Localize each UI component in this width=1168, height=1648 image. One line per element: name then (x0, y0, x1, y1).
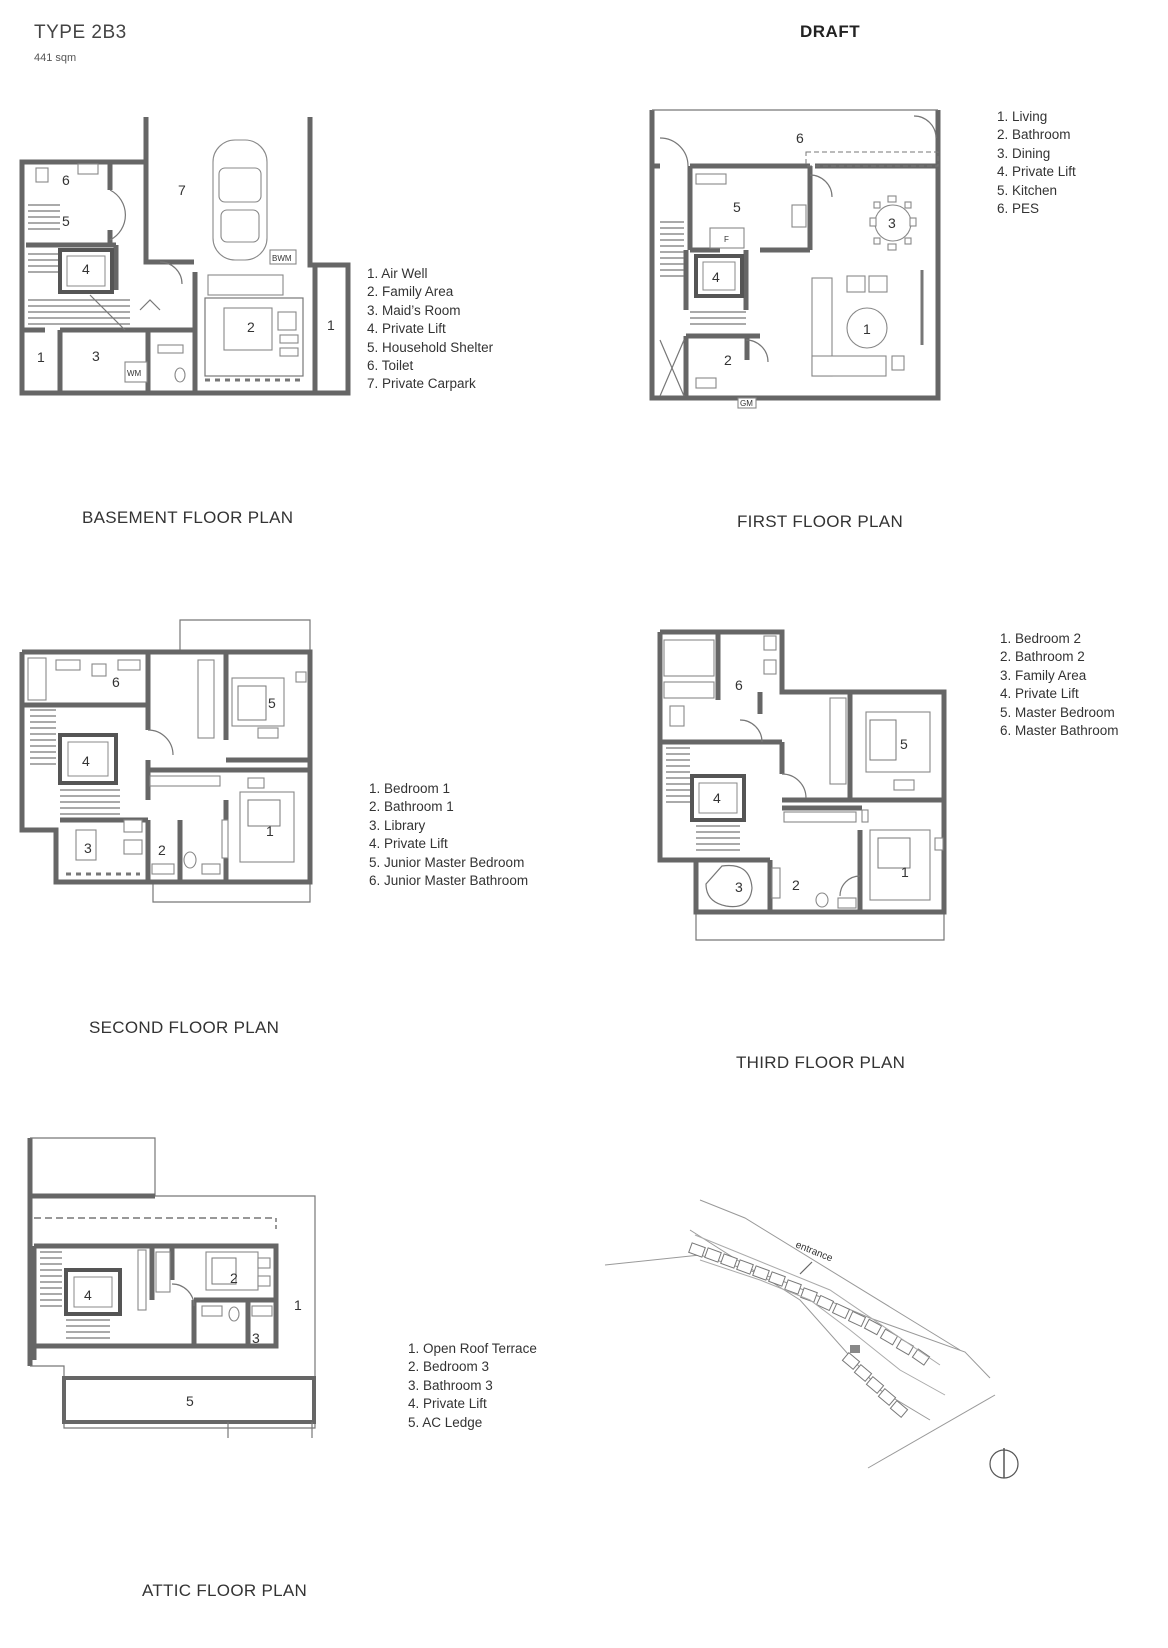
legend-item: 5. Junior Master Bedroom (369, 854, 525, 870)
room-number: 7 (178, 182, 186, 198)
room-number: 3 (252, 1330, 260, 1346)
room-number: 4 (713, 790, 721, 806)
legend-item: 1. Bedroom 2 (1000, 631, 1082, 646)
legend-item: 2. Bathroom 1 (369, 799, 454, 815)
room-number: 5 (62, 213, 70, 229)
room-number: 4 (712, 269, 720, 285)
legend-item: 7. Private Carpark (367, 376, 476, 392)
room-number: 3 (888, 215, 896, 231)
room-number: 2 (230, 1270, 238, 1286)
room-number: 1 (37, 349, 45, 365)
room-number: 3 (735, 879, 743, 895)
room-number: 6 (62, 172, 70, 188)
room-number: 4 (84, 1287, 92, 1303)
unit-area: 441 sqm (34, 52, 77, 64)
entrance-arrow-icon (800, 1262, 812, 1274)
legend-item: 5. Master Bedroom (1000, 704, 1115, 720)
first-plan-title: FIRST FLOOR PLAN (737, 512, 904, 531)
room-number: 3 (92, 348, 100, 364)
north-arrow-icon (990, 1448, 1018, 1478)
room-number: 5 (900, 736, 908, 752)
room-number: 2 (158, 842, 166, 858)
legend-item: 5. Kitchen (997, 182, 1058, 198)
legend-item: 3. Maid’s Room (367, 302, 461, 318)
room-number: 5 (733, 199, 741, 215)
legend-item: 2. Bedroom 3 (408, 1359, 490, 1375)
room-number: 1 (327, 317, 335, 333)
room-number: 6 (112, 674, 120, 690)
legend-item: 4. Private Lift (369, 836, 448, 852)
legend-item: 3. Library (369, 817, 426, 833)
legend-item: 2. Bathroom 2 (1000, 649, 1085, 665)
room-number: 1 (294, 1297, 302, 1313)
gm-tag: GM (740, 399, 753, 408)
legend-item: 6. Toilet (367, 358, 414, 374)
room-number: 6 (735, 677, 743, 693)
room-number: 4 (82, 753, 90, 769)
room-number: 3 (84, 840, 92, 856)
room-number: 5 (268, 695, 276, 711)
room-number: 2 (724, 352, 732, 368)
second-plan-title: SECOND FLOOR PLAN (89, 1018, 280, 1037)
room-number: 2 (247, 319, 255, 335)
legend-item: 1. Open Roof Terrace (408, 1341, 537, 1356)
fridge-tag: F (724, 235, 729, 244)
legend-item: 4. Private Lift (367, 321, 446, 337)
unit-marker (850, 1345, 860, 1353)
room-number: 5 (186, 1393, 194, 1409)
wm-tag: WM (127, 369, 142, 378)
legend-item: 4. Private Lift (408, 1396, 487, 1412)
legend-item: 3. Dining (997, 145, 1051, 161)
legend-item: 6. Junior Master Bathroom (369, 873, 529, 889)
site-units (689, 1243, 930, 1417)
entrance-label: entrance (793, 1239, 835, 1265)
bwm-tag: BWM (272, 254, 292, 263)
room-number: 1 (863, 321, 871, 337)
legend-item: 6. Master Bathroom (1000, 723, 1119, 739)
legend-item: 1. Living (997, 109, 1048, 124)
legend-item: 1. Air Well (367, 266, 428, 281)
room-number: 1 (266, 823, 274, 839)
legend-item: 5. AC Ledge (408, 1414, 483, 1430)
room-number: 6 (796, 130, 804, 146)
legend-item: 4. Private Lift (1000, 686, 1079, 702)
legend-item: 2. Bathroom (997, 127, 1071, 143)
room-number: 4 (82, 261, 90, 277)
draft-label: DRAFT (800, 22, 861, 41)
legend-item: 3. Family Area (1000, 667, 1087, 683)
legend-item: 5. Household Shelter (367, 339, 494, 355)
attic-plan-title: ATTIC FLOOR PLAN (142, 1581, 308, 1600)
legend-item: 4. Private Lift (997, 164, 1076, 180)
legend-item: 2. Family Area (367, 284, 454, 300)
third-plan-title: THIRD FLOOR PLAN (736, 1053, 906, 1072)
legend-item: 6. PES (997, 201, 1040, 217)
type-title: TYPE 2B3 (34, 22, 127, 43)
room-number: 1 (901, 864, 909, 880)
basement-plan-title: BASEMENT FLOOR PLAN (82, 508, 294, 527)
room-number: 2 (792, 877, 800, 893)
legend-item: 1. Bedroom 1 (369, 781, 451, 796)
legend-item: 3. Bathroom 3 (408, 1377, 493, 1393)
